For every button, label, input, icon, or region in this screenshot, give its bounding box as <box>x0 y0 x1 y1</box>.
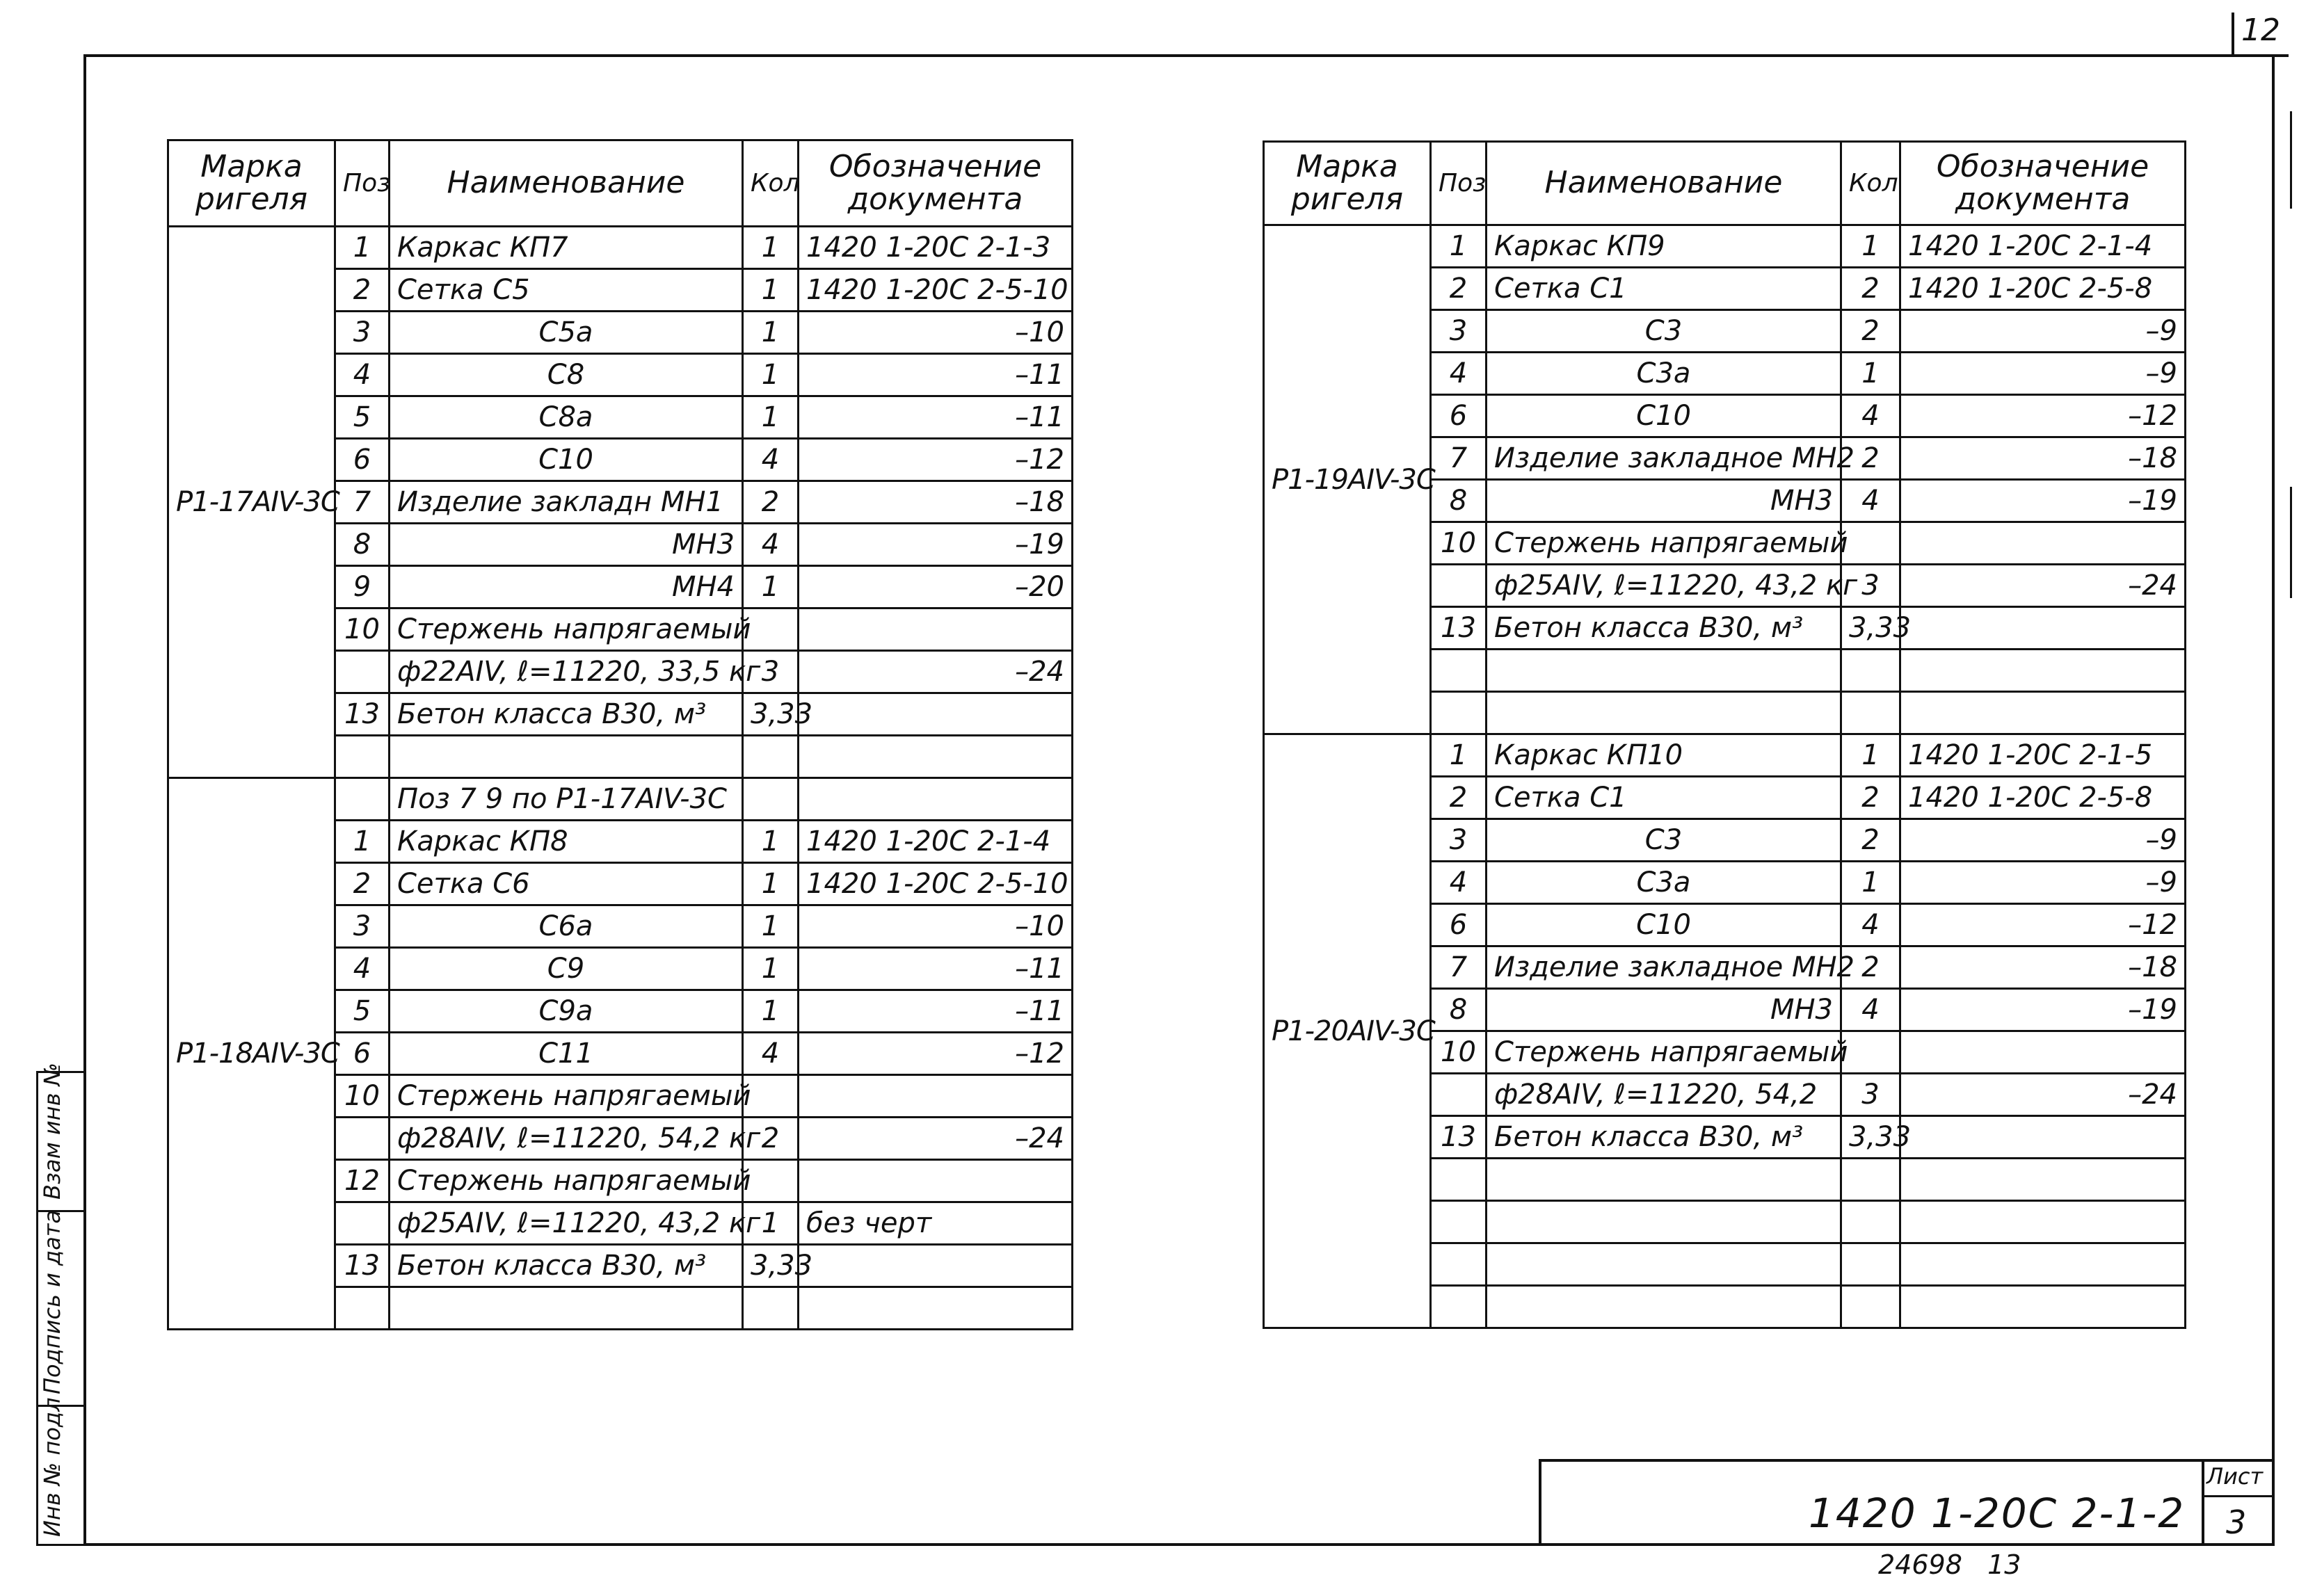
name-cell: МН4 <box>390 566 743 608</box>
sheet-corner-number: 12 <box>2241 13 2280 48</box>
name-cell: Изделие закладн МН1 <box>390 481 743 524</box>
pos-cell: 2 <box>1431 268 1487 310</box>
doc-cell: –18 <box>799 481 1073 524</box>
doc-cell: без черт <box>799 1202 1073 1245</box>
doc-cell: 1420 1-20С 2-1-5 <box>1900 734 2186 777</box>
qty-cell <box>1841 1286 1900 1328</box>
pos-cell: 4 <box>1431 862 1487 904</box>
name-cell <box>390 1287 743 1330</box>
doc-cell: –9 <box>1900 353 2186 395</box>
doc-cell: –11 <box>799 396 1073 439</box>
qty-cell: 4 <box>743 439 799 481</box>
qty-cell: 2 <box>1841 946 1900 989</box>
qty-cell <box>1841 692 1900 734</box>
qty-cell <box>743 1287 799 1330</box>
doc-cell: –12 <box>799 1033 1073 1075</box>
qty-cell: 3 <box>1841 565 1900 607</box>
qty-cell: 1 <box>743 566 799 608</box>
name-cell: Стержень напрягаемый <box>390 1075 743 1118</box>
pos-cell: 13 <box>335 1245 390 1287</box>
pos-cell: 6 <box>1431 904 1487 946</box>
doc-cell: 1420 1-20С 2-5-10 <box>799 863 1073 905</box>
name-cell: Каркас КП10 <box>1487 734 1841 777</box>
name-cell <box>1487 692 1841 734</box>
qty-cell: 2 <box>743 1118 799 1160</box>
doc-cell: –24 <box>799 1118 1073 1160</box>
qty-cell: 4 <box>1841 395 1900 437</box>
doc-cell: –20 <box>799 566 1073 608</box>
name-cell: Сетка С1 <box>1487 268 1841 310</box>
name-cell: С10 <box>1487 395 1841 437</box>
qty-cell: 4 <box>1841 989 1900 1031</box>
qty-cell: 2 <box>1841 268 1900 310</box>
left-spec-table <box>167 139 1073 1330</box>
col-mark-header: Марка ригеля <box>1264 142 1431 225</box>
doc-cell: 1420 1-20С 2-5-8 <box>1900 268 2186 310</box>
doc-cell: –18 <box>1900 946 2186 989</box>
doc-cell: –9 <box>1900 819 2186 862</box>
qty-cell: 2 <box>1841 310 1900 353</box>
doc-cell: 1420 1-20С 2-1-4 <box>1900 225 2186 268</box>
doc-cell: –19 <box>799 524 1073 566</box>
doc-cell: –10 <box>799 312 1073 354</box>
doc-cell: –19 <box>1900 480 2186 522</box>
right-spec-table <box>1263 140 2186 1329</box>
qty-cell: 1 <box>743 905 799 948</box>
qty-cell <box>1841 1031 1900 1074</box>
name-cell: Поз 7 9 по Р1-17АIV-3С <box>390 778 743 821</box>
qty-cell: 2 <box>1841 819 1900 862</box>
name-cell: С11 <box>390 1033 743 1075</box>
name-cell: Бетон класса В30, м³ <box>390 1245 743 1287</box>
qty-cell <box>1841 1243 1900 1286</box>
name-cell: ф25АIV, ℓ=11220, 43,2 кг <box>390 1202 743 1245</box>
doc-cell <box>799 1287 1073 1330</box>
name-cell: С9 <box>390 948 743 990</box>
archive-number: 24698 13 <box>1878 1549 2021 1580</box>
name-cell: Стержень напрягаемый <box>390 608 743 651</box>
doc-cell: 1420 1-20С 2-1-3 <box>799 227 1073 269</box>
right-edge-marks-2 <box>2290 487 2292 598</box>
doc-cell <box>1900 1031 2186 1074</box>
doc-cell <box>1900 1116 2186 1159</box>
doc-cell <box>1900 1286 2186 1328</box>
pos-cell: 3 <box>1431 310 1487 353</box>
qty-cell: 3 <box>1841 1074 1900 1116</box>
name-cell <box>1487 650 1841 692</box>
mark-cell: Р1-18АIV-3С <box>168 778 335 1330</box>
col-doc-header: Обозначение документа <box>799 140 1073 227</box>
name-cell: ф28АIV, ℓ=11220, 54,2 <box>1487 1074 1841 1116</box>
pos-cell <box>1431 1074 1487 1116</box>
pos-cell <box>1431 650 1487 692</box>
name-cell: ф22АIV, ℓ=11220, 33,5 кг <box>390 651 743 693</box>
doc-cell: –11 <box>799 948 1073 990</box>
doc-cell <box>1900 1243 2186 1286</box>
doc-cell: –19 <box>1900 989 2186 1031</box>
name-cell: Бетон класса В30, м³ <box>390 693 743 736</box>
mark-cell: Р1-19АIV-3С <box>1264 225 1431 734</box>
qty-cell <box>743 736 799 778</box>
qty-cell: 3,33 <box>743 693 799 736</box>
qty-cell <box>1841 522 1900 565</box>
col-pos-header: Поз <box>335 140 390 227</box>
doc-cell <box>1900 1159 2186 1201</box>
name-cell: ф25АIV, ℓ=11220, 43,2 кг <box>1487 565 1841 607</box>
qty-cell: 1 <box>1841 225 1900 268</box>
pos-cell: 3 <box>335 905 390 948</box>
name-cell: Сетка С6 <box>390 863 743 905</box>
col-qty-header: Кол <box>743 140 799 227</box>
pos-cell <box>1431 692 1487 734</box>
pos-cell: 12 <box>335 1160 390 1202</box>
doc-cell: 1420 1-20С 2-1-4 <box>799 821 1073 863</box>
col-name-header: Наименование <box>390 140 743 227</box>
pos-cell: 3 <box>335 312 390 354</box>
name-cell: С10 <box>1487 904 1841 946</box>
name-cell: С8 <box>390 354 743 396</box>
qty-cell: 1 <box>743 990 799 1033</box>
pos-cell <box>1431 1286 1487 1328</box>
doc-cell: –24 <box>1900 1074 2186 1116</box>
name-cell: Сетка С5 <box>390 269 743 312</box>
document-designation: 1420 1-20С 2-1-2 <box>1809 1490 2186 1537</box>
pos-cell: 2 <box>335 269 390 312</box>
name-cell: Сетка С1 <box>1487 777 1841 819</box>
qty-cell: 1 <box>743 1202 799 1245</box>
doc-cell: –11 <box>799 354 1073 396</box>
pos-cell <box>335 1202 390 1245</box>
name-cell: МН3 <box>390 524 743 566</box>
doc-cell <box>1900 692 2186 734</box>
doc-cell: –12 <box>1900 904 2186 946</box>
doc-cell: –10 <box>799 905 1073 948</box>
qty-cell: 4 <box>1841 480 1900 522</box>
doc-cell: –9 <box>1900 862 2186 904</box>
qty-cell: 1 <box>1841 353 1900 395</box>
doc-cell: –12 <box>1900 395 2186 437</box>
name-cell: С9а <box>390 990 743 1033</box>
pos-cell <box>335 778 390 821</box>
pos-cell: 13 <box>1431 1116 1487 1159</box>
name-cell: С10 <box>390 439 743 481</box>
side-stamp-label-3: Взам инв № <box>39 1063 65 1200</box>
name-cell <box>390 736 743 778</box>
doc-cell <box>1900 650 2186 692</box>
name-cell <box>1487 1286 1841 1328</box>
name-cell: Изделие закладное МН2 <box>1487 946 1841 989</box>
doc-cell: 1420 1-20С 2-5-10 <box>799 269 1073 312</box>
qty-cell: 1 <box>743 354 799 396</box>
right-edge-marks <box>2290 111 2292 209</box>
doc-cell <box>799 778 1073 821</box>
sheet-label: Лист <box>2206 1463 2264 1490</box>
qty-cell: 1 <box>743 227 799 269</box>
doc-cell: –9 <box>1900 310 2186 353</box>
pos-cell: 1 <box>1431 225 1487 268</box>
pos-cell: 5 <box>335 990 390 1033</box>
name-cell: МН3 <box>1487 480 1841 522</box>
title-block-sheet-hline <box>2202 1495 2275 1497</box>
qty-cell <box>1841 650 1900 692</box>
sheet-number: 3 <box>2226 1504 2247 1541</box>
pos-cell: 2 <box>335 863 390 905</box>
frame-top-extension <box>2226 54 2289 57</box>
col-qty-header: Кол <box>1841 142 1900 225</box>
qty-cell: 2 <box>1841 777 1900 819</box>
qty-cell: 1 <box>743 312 799 354</box>
name-cell: С8а <box>390 396 743 439</box>
name-cell: Изделие закладное МН2 <box>1487 437 1841 480</box>
pos-cell: 6 <box>335 439 390 481</box>
qty-cell: 3 <box>743 651 799 693</box>
table-row <box>168 778 1073 821</box>
pos-cell: 1 <box>335 821 390 863</box>
col-name-header: Наименование <box>1487 142 1841 225</box>
qty-cell: 1 <box>743 396 799 439</box>
pos-cell: 2 <box>1431 777 1487 819</box>
pos-cell: 13 <box>1431 607 1487 650</box>
qty-cell <box>743 778 799 821</box>
name-cell: Каркас КП8 <box>390 821 743 863</box>
pos-cell: 7 <box>335 481 390 524</box>
title-block-sheet-divider <box>2202 1459 2204 1546</box>
qty-cell <box>743 1160 799 1202</box>
qty-cell: 3,33 <box>1841 1116 1900 1159</box>
doc-cell <box>1900 1201 2186 1243</box>
name-cell <box>1487 1201 1841 1243</box>
pos-cell <box>1431 1243 1487 1286</box>
doc-cell <box>799 736 1073 778</box>
doc-cell: –18 <box>1900 437 2186 480</box>
qty-cell: 4 <box>743 524 799 566</box>
pos-cell: 5 <box>335 396 390 439</box>
name-cell: С3а <box>1487 862 1841 904</box>
pos-cell <box>1431 1159 1487 1201</box>
qty-cell: 3,33 <box>1841 607 1900 650</box>
pos-cell: 1 <box>335 227 390 269</box>
pos-cell: 3 <box>1431 819 1487 862</box>
pos-cell <box>335 736 390 778</box>
pos-cell <box>335 1287 390 1330</box>
doc-cell <box>799 693 1073 736</box>
doc-cell: –11 <box>799 990 1073 1033</box>
pos-cell: 7 <box>1431 437 1487 480</box>
pos-cell: 13 <box>335 693 390 736</box>
pos-cell: 1 <box>1431 734 1487 777</box>
doc-cell: 1420 1-20С 2-5-8 <box>1900 777 2186 819</box>
pos-cell <box>1431 565 1487 607</box>
name-cell: Каркас КП7 <box>390 227 743 269</box>
pos-cell: 8 <box>335 524 390 566</box>
pos-cell: 6 <box>1431 395 1487 437</box>
pos-cell: 7 <box>1431 946 1487 989</box>
qty-cell: 1 <box>743 863 799 905</box>
qty-cell: 2 <box>743 481 799 524</box>
pos-cell: 9 <box>335 566 390 608</box>
side-stamp-label-1: Инв № подл <box>39 1397 65 1537</box>
name-cell: Стержень напрягаемый <box>1487 522 1841 565</box>
col-doc-header: Обозначение документа <box>1900 142 2186 225</box>
name-cell: ф28АIV, ℓ=11220, 54,2 кг <box>390 1118 743 1160</box>
name-cell: С6а <box>390 905 743 948</box>
name-cell: С3а <box>1487 353 1841 395</box>
mark-cell: Р1-17АIV-3С <box>168 227 335 778</box>
name-cell: С5а <box>390 312 743 354</box>
qty-cell: 1 <box>743 269 799 312</box>
qty-cell <box>743 1075 799 1118</box>
doc-cell <box>1900 522 2186 565</box>
doc-cell <box>799 608 1073 651</box>
qty-cell: 3,33 <box>743 1245 799 1287</box>
qty-cell: 1 <box>743 821 799 863</box>
doc-cell: –24 <box>1900 565 2186 607</box>
name-cell: МН3 <box>1487 989 1841 1031</box>
side-stamp-label-2: Подпись и дата <box>39 1209 65 1394</box>
name-cell: С3 <box>1487 310 1841 353</box>
name-cell <box>1487 1243 1841 1286</box>
qty-cell <box>1841 1159 1900 1201</box>
qty-cell <box>1841 1201 1900 1243</box>
doc-cell: –24 <box>799 651 1073 693</box>
col-mark-header: Марка ригеля <box>168 140 335 227</box>
col-pos-header: Поз <box>1431 142 1487 225</box>
doc-cell: –12 <box>799 439 1073 481</box>
mark-cell: Р1-20АIV-3С <box>1264 734 1431 1328</box>
name-cell: С3 <box>1487 819 1841 862</box>
pos-cell: 10 <box>1431 1031 1487 1074</box>
qty-cell: 2 <box>1841 437 1900 480</box>
pos-cell <box>335 651 390 693</box>
qty-cell: 1 <box>1841 734 1900 777</box>
pos-cell <box>1431 1201 1487 1243</box>
pos-cell: 8 <box>1431 989 1487 1031</box>
doc-cell <box>1900 607 2186 650</box>
doc-cell <box>799 1245 1073 1287</box>
pos-cell <box>335 1118 390 1160</box>
pos-cell: 6 <box>335 1033 390 1075</box>
name-cell <box>1487 1159 1841 1201</box>
corner-tick <box>2232 13 2234 54</box>
name-cell: Бетон класса В30, м³ <box>1487 607 1841 650</box>
name-cell: Стержень напрягаемый <box>1487 1031 1841 1074</box>
pos-cell: 10 <box>1431 522 1487 565</box>
pos-cell: 8 <box>1431 480 1487 522</box>
table-row <box>168 227 1073 269</box>
qty-cell: 1 <box>743 948 799 990</box>
table-row <box>1264 225 2186 268</box>
pos-cell: 10 <box>335 1075 390 1118</box>
name-cell: Каркас КП9 <box>1487 225 1841 268</box>
doc-cell <box>799 1075 1073 1118</box>
qty-cell <box>743 608 799 651</box>
name-cell: Стержень напрягаемый <box>390 1160 743 1202</box>
qty-cell: 4 <box>743 1033 799 1075</box>
pos-cell: 10 <box>335 608 390 651</box>
qty-cell: 1 <box>1841 862 1900 904</box>
table-row <box>1264 734 2186 777</box>
name-cell: Бетон класса В30, м³ <box>1487 1116 1841 1159</box>
doc-cell <box>799 1160 1073 1202</box>
qty-cell: 4 <box>1841 904 1900 946</box>
pos-cell: 4 <box>335 354 390 396</box>
pos-cell: 4 <box>1431 353 1487 395</box>
pos-cell: 4 <box>335 948 390 990</box>
